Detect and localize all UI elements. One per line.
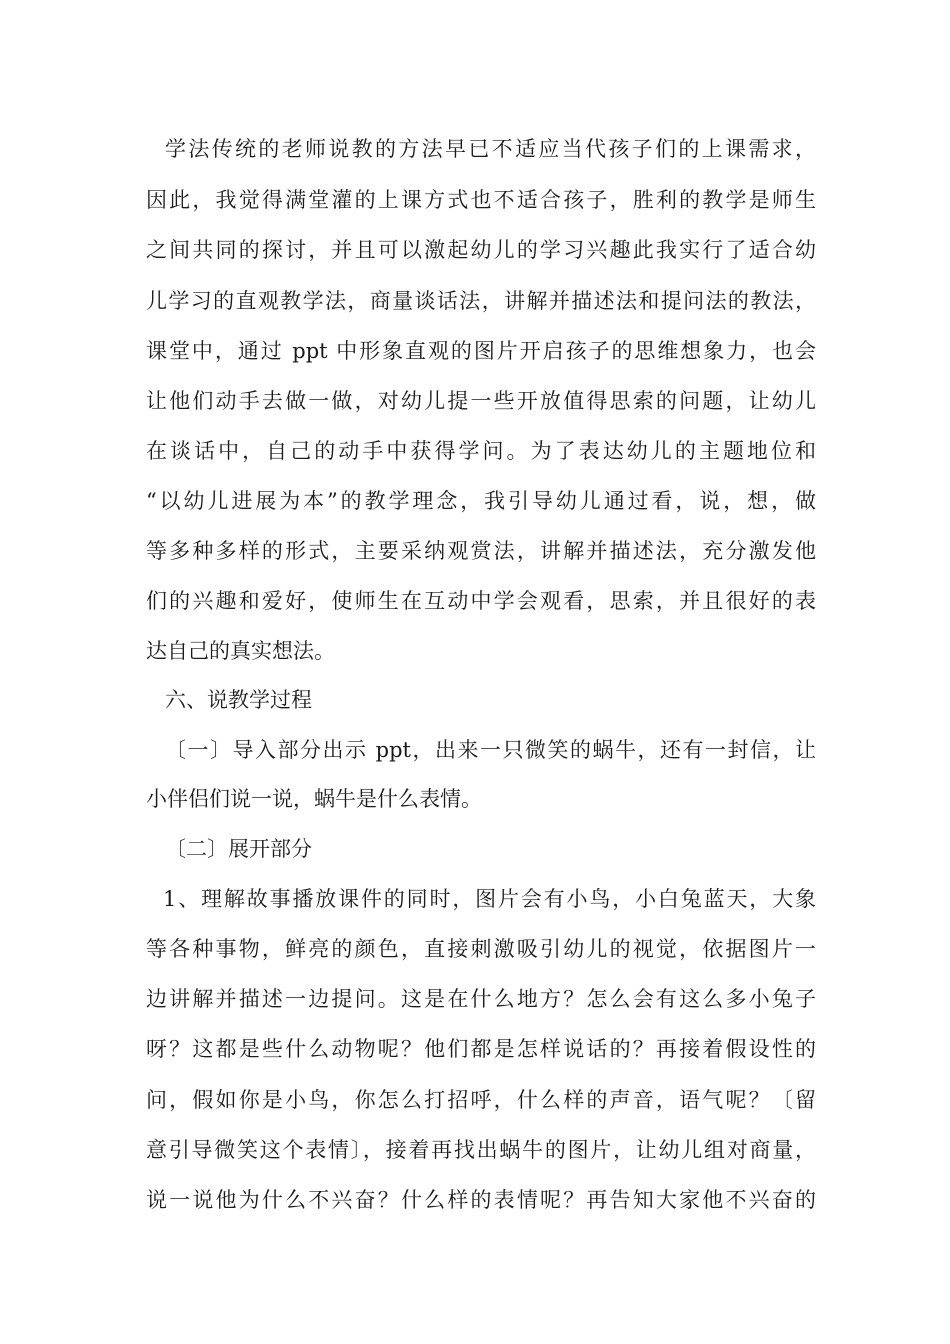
paragraph-line: 学法传统的老师说教的方法早已不适应当代孩子们的上课需求， bbox=[165, 137, 816, 161]
paragraph-line: 等多种多样的形式，主要采纳观赏法，讲解并描述法，充分激发他 bbox=[146, 539, 816, 563]
paragraph-line: 问，假如你是小鸟，你怎么打招呼，什么样的声音，语气呢？〔留 bbox=[146, 1088, 816, 1112]
paragraph-line: 在谈话中，自己的动手中获得学问。为了表达幼儿的主题地位和 bbox=[146, 439, 816, 463]
paragraph-line: 之间共同的探讨，并且可以激起幼儿的学习兴趣此我实行了适合幼 bbox=[146, 238, 816, 262]
paragraph-line: 等各种事物，鲜亮的颜色，直接刺激吸引幼儿的视觉，依据图片一 bbox=[146, 937, 816, 961]
paragraph-line: “以幼儿进展为本”的教学理念，我引导幼儿通过看，说，想，做 bbox=[146, 489, 816, 513]
paragraph-line: 1、理解故事播放课件的同时，图片会有小鸟，小白兔蓝天，大象 bbox=[163, 887, 816, 911]
paragraph-line: 儿学习的直观教学法，商量谈话法，讲解并描述法和提问法的教法， bbox=[146, 289, 816, 313]
paragraph-line: 小伴侣们说一说，蜗牛是什么表情。 bbox=[146, 787, 482, 811]
paragraph-line: 呀？这都是些什么动物呢？他们都是怎样说话的？再接着假设性的 bbox=[146, 1037, 816, 1061]
paragraph-line: 意引导微笑这个表情〕，接着再找出蜗牛的图片，让幼儿组对商量， bbox=[146, 1138, 816, 1162]
paragraph-line: 课堂中，通过 ppt 中形象直观的图片开启孩子的思维想象力，也会 bbox=[146, 339, 816, 363]
paragraph-line: 说一说他为什么不兴奋？什么样的表情呢？再告知大家他不兴奋的 bbox=[146, 1188, 816, 1212]
paragraph-line: 因此，我觉得满堂灌的上课方式也不适合孩子，胜利的教学是师生 bbox=[146, 188, 816, 212]
paragraph-line: 达自己的真实想法。 bbox=[146, 639, 335, 663]
section-heading: 六、说教学过程 bbox=[165, 688, 312, 712]
paragraph-line: 们的兴趣和爱好，使师生在互动中学会观看，思索，并且很好的表 bbox=[146, 589, 816, 613]
paragraph-line: 〔一〕导入部分出示 ppt，出来一只微笑的蜗牛，还有一封信，让 bbox=[165, 738, 816, 762]
paragraph-line: 让他们动手去做一做，对幼儿提一些开放值得思索的问题，让幼儿 bbox=[146, 389, 816, 413]
paragraph-line: 边讲解并描述一边提问。这是在什么地方？怎么会有这么多小兔子 bbox=[146, 987, 816, 1011]
subsection-heading: 〔二〕展开部分 bbox=[165, 837, 312, 861]
